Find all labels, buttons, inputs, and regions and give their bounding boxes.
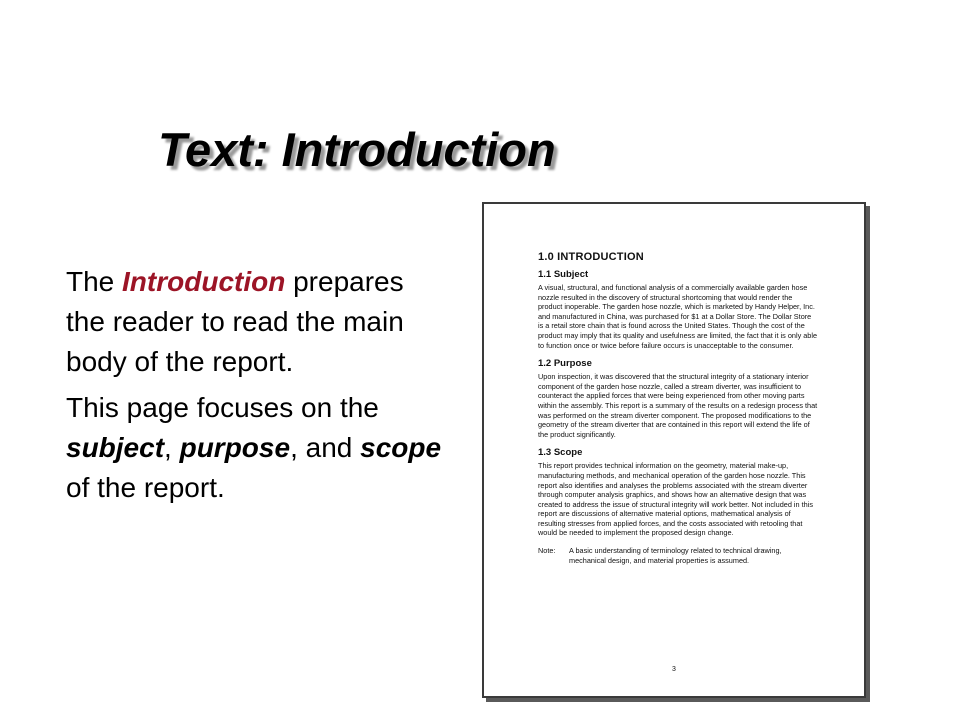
focus-paragraph <box>66 388 446 508</box>
subject-section-title: 1.1 Subject <box>538 269 589 280</box>
purpose-section-title: 1.2 Purpose <box>538 358 592 370</box>
note-text: A basic understanding of terminology related to technical drawing, mechanical design, and material properties is assumed. <box>569 546 782 565</box>
purpose-section-text: Upon inspection, it was discovered that the structural integrity of a stationary interior component of the garden hose nozzle, called a stream diverter, was insufficient to counteract the applied forces that were being experienced from other moving parts within the assembly. This report is a summary of the results on a redesign process that was performed on the stream diverter component. The proposed modifications to the geometry of the stream diverter that are contained in this report will extend the life of the product significantly. <box>538 372 818 439</box>
report-page-content <box>538 250 818 565</box>
slide-body-text <box>66 262 446 514</box>
focus-separator-2: , and <box>290 432 361 463</box>
focus-separator-1: , <box>164 432 180 463</box>
focus-paragraph-lead: This page focuses on the <box>66 392 379 423</box>
report-page-thumbnail <box>482 202 866 698</box>
scope-section-title: 1.3 Scope <box>538 447 583 459</box>
report-heading: 1.0 INTRODUCTION <box>538 251 644 263</box>
subject-section-text: A visual, structural, and functional analysis of a commercially available garden hose nozzle resulted in the discovery of structural shortcoming that would render the product inoperable. The garden hose nozzle, which is marketed by Handy Helper, Inc. and manufactured in China, was purchased for $1 at a Dollar Store. The Dollar Store is a retail store chain that is found across the United States. Though the cost of the product may imply that its quality and usefulness are limited, the fact that it is only able to function once or twice before failure occurs is unacceptable to the consumer. <box>538 283 818 350</box>
focus-paragraph-rest: of the report. <box>66 472 225 503</box>
subject-term: subject <box>66 432 165 463</box>
page-number: 3 <box>672 666 676 673</box>
note-label: Note: <box>538 546 556 556</box>
slide-title: Text: Introduction <box>158 123 556 176</box>
purpose-term: purpose <box>179 432 291 463</box>
intro-paragraph-lead: The <box>66 266 123 297</box>
report-note <box>538 546 818 565</box>
intro-paragraph <box>66 262 446 382</box>
intro-paragraph-rest: prepares the reader to read the main body of the report. <box>66 266 404 377</box>
scope-section-text: This report provides technical information on the geometry, material make-up, manufacturing methods, and mechanical operation of the garden hose nozzle. This report also identifies and analyses the problems associated with the stream diverter through computer analysis graphics, and shows how an alternative design that was created to address the issue of structural integrity will work better. Not included in this report are discussions of alternative material options, mathematical analysis of resulting stresses from applied forces, and the costs associated with retooling that would be needed to implement the proposed design change. <box>538 461 813 538</box>
introduction-term: Introduction <box>122 266 286 297</box>
scope-term: scope <box>360 432 442 463</box>
